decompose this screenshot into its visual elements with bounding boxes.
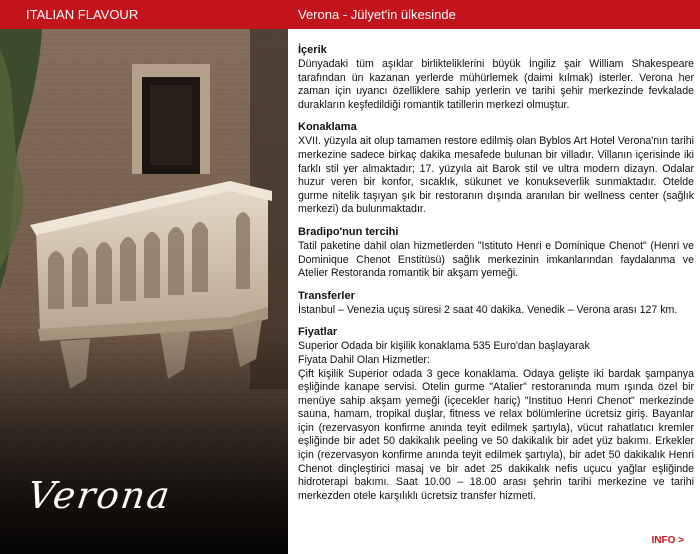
- article-content: [298, 44, 694, 512]
- info-link[interactable]: INFO >: [651, 535, 684, 546]
- section-bradipo: [298, 226, 694, 281]
- section-fiyatlar: [298, 326, 694, 503]
- section-icerik: [298, 44, 694, 112]
- section-transferler: [298, 290, 694, 318]
- included-services-label: Fiyata Dahil Olan Hizmetler:: [298, 353, 430, 366]
- left-header-title: ITALIAN FLAVOUR: [0, 0, 288, 29]
- article-column: [288, 0, 700, 554]
- article-header-title: Verona - Jülyet'in ülkesinde: [288, 0, 700, 29]
- section-title: Fiyatlar: [298, 326, 338, 339]
- section-body: Çift kişilik Superior odada 3 gece konaklama. Odaya gelişte iki bardak şampanya eşliğinde kanape servisi. Otelin gurme "Atalier" restoranında mum ışında özel bir menüye sahip akşam yemeği (içecekler hariç) "Instituo Henri Chenot" merkezinde sauna, hamam, tropikal duşlar, fitness ve relax bölümlerine ücretsiz giriş. Bayanlar için (rezervasyon konfirme anında teyit edilmek şartıyla), vücut rahatlatıcı kremler eşliğinde bir adet 50 dakikalık peeling ve 50 dakikalık bir adet yüz bakımı. Erkekler için (rezervasyon konfirme anında teyit edilmek şartıyla), bir adet 50 dakikalık Henri Chenot dinçleştirici masaj ve bir adet 25 dakikalık nefis uçucu yağlar eşliğinde hidroterapi bakımı. Saat 10.00 – 18.00 arası şehrin tarihi merkezine ve tarihi merkezden otele karşılıklı ücretsiz transfer hizmeti.: [298, 367, 694, 502]
- section-konaklama: [298, 121, 694, 217]
- section-title: Bradipo'nun tercihi: [298, 225, 399, 238]
- price-line: Superior Odada bir kişilik konaklama 535 Euro'dan başlayarak: [298, 340, 590, 353]
- section-title: Konaklama: [298, 121, 357, 134]
- section-body: Dünyadaki tüm aşıklar birlikteliklerini büyük İngiliz şair William Shakespeare tarafından ün kazanan yerlerde mühürlemek (daimi kılmak) isterler. Verona her zaman için uyancı özelliklere sahip yerlerin ve tarihi şehir merkezinde fevkalade durakların keşfedildiği romantik tatillerin merkezi olmuştur.: [298, 58, 694, 111]
- photo-caption: Verona: [24, 474, 175, 517]
- section-title: İçerik: [298, 44, 327, 56]
- section-body: İstanbul – Venezia uçuş süresi 2 saat 40 dakika. Venedik – Verona arası 127 km.: [298, 303, 678, 316]
- photo-column: [0, 0, 288, 554]
- section-body: XVII. yüzyıla ait olup tamamen restore edilmiş olan Byblos Art Hotel Verona'nın tarihi merkezine sadece birkaç dakika mesafede bulunan bir villadır. Villanın içerisinde iki farklı stil yer almaktadır; 17. yüzyıla ait Barok stil ve ultra modern dizayn. Odalar huzur veren bir konfor, sıcaklık, sükunet ve konukseverlik sunmaktadır. Otelde gurme nitelik taşıyan şık bir restoranın dışında aranılan bir wellness center (sağlık merkezi) da bulunmaktadır.: [298, 135, 694, 216]
- section-body: Tatil paketine dahil olan hizmetlerden "Istituto Henri e Dominique Chenot" (Henri ve Dominique Chenot Enstitüsü) sağlık merkezinin imkanlarından faydalanma ve Atelier Restoranda romantik bir akşam yemeği.: [298, 239, 694, 280]
- section-title: Transferler: [298, 289, 355, 302]
